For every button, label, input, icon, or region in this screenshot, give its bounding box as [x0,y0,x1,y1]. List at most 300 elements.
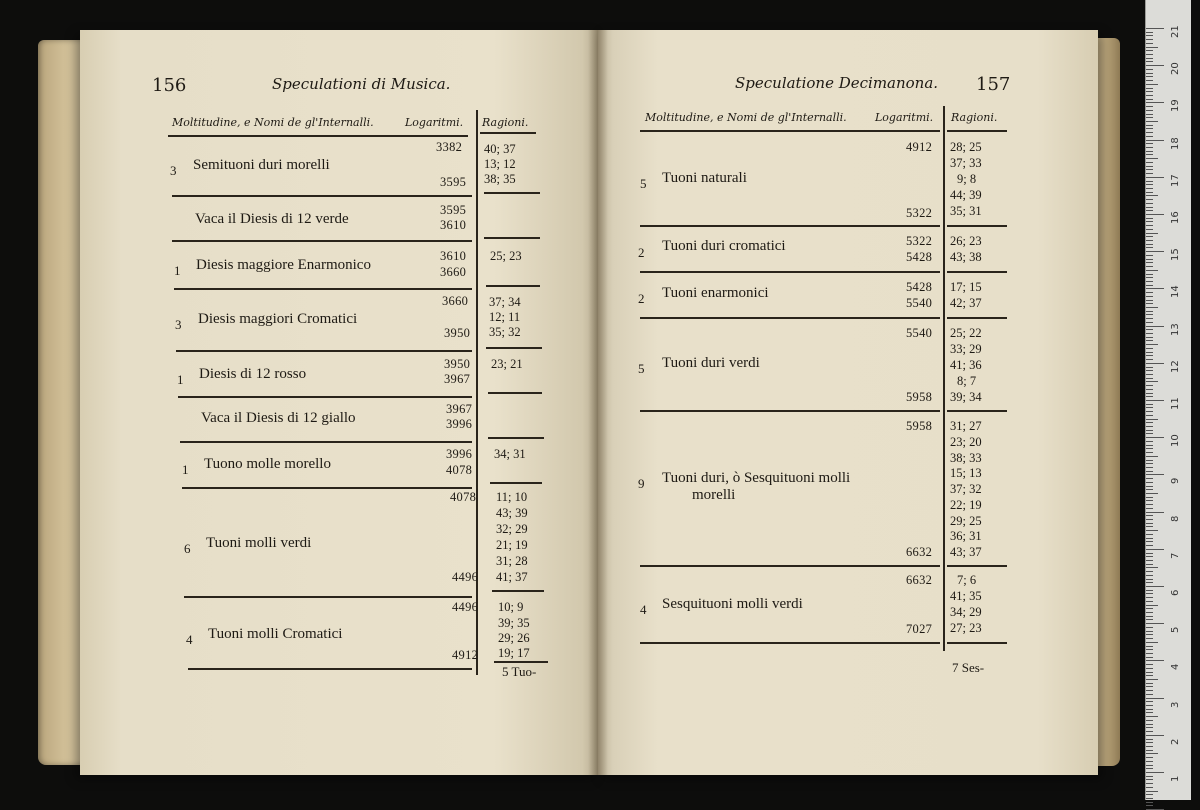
entry-log-start: 4496 [452,600,479,614]
ruler-label: 11 [1170,397,1181,410]
ruler-tick [1146,564,1153,565]
entry-ratio: 43; 37 [950,545,982,559]
left-col-log: Logaritmi. [405,116,464,129]
entry-log-end: 4496 [452,570,479,584]
ruler-tick [1146,229,1153,230]
ruler-label: 7 [1170,552,1181,559]
entry-rule [172,240,472,242]
ruler-tick [1146,385,1153,386]
ruler-tick [1146,147,1153,148]
entry-count: 1 [174,263,181,278]
ruler-tick [1146,99,1153,100]
ruler-tick [1146,460,1153,461]
entry-count: 4 [640,602,647,617]
entry-label: Tuoni duri cromatici [662,238,786,254]
ruler-tick [1146,541,1153,542]
ruler-tick [1146,307,1158,308]
entry-log-start: 5958 [906,419,933,433]
ruler-tick [1146,292,1153,293]
ruler-tick [1146,486,1153,487]
entry-rule [640,410,940,412]
entry-log-start: 4078 [450,490,477,504]
entry-ratio: 38; 33 [950,451,982,465]
ruler-tick [1146,750,1153,751]
ruler-tick [1146,545,1153,546]
ruler-tick [1146,393,1153,394]
ruler-tick [1146,65,1164,66]
entry-label-continuation: morelli [692,487,736,503]
entry-label: Tuoni molli verdi [206,535,312,551]
ruler-tick [1146,657,1153,658]
ruler-tick [1146,76,1153,77]
entry-log-start: 5540 [906,326,933,340]
ruler-tick [1146,612,1153,613]
ruler-tick [1146,210,1153,211]
entry-ratio: 35; 32 [489,325,521,339]
ruler-tick [1146,303,1153,304]
ruler-tick [1146,709,1153,710]
entry-log-start: 3595 [440,203,467,217]
ruler-tick [1146,140,1164,141]
ruler-tick [1146,582,1153,583]
entry-count: 1 [177,372,184,387]
ruler-tick [1146,467,1153,468]
ruler-tick [1146,162,1153,163]
entry-log-start: 4912 [906,140,933,154]
ruler-label: 12 [1170,360,1181,373]
entry-log-end: 5540 [906,296,933,310]
ruler-tick [1146,407,1153,408]
ruler-tick [1146,43,1153,44]
ruler-tick [1146,35,1153,36]
entry-log-end: 3950 [444,326,471,340]
ruler-tick [1146,686,1153,687]
entry-ratio: 29; 26 [498,631,530,645]
ruler-tick [1146,95,1153,96]
entry-log-start: 5322 [906,234,933,248]
entry-ratio-rule [488,437,544,439]
ruler-tick [1146,54,1153,55]
ruler-tick [1146,221,1153,222]
ruler-tick [1146,805,1153,806]
ruler-label: 20 [1170,62,1181,76]
ruler-tick [1146,352,1153,353]
entry-ratio: 42; 37 [950,296,982,310]
entry-label: Vaca il Diesis di 12 verde [195,211,349,227]
ruler-label: 13 [1170,322,1181,336]
ruler-tick [1146,515,1153,516]
right-head-rule [640,130,940,132]
entry-ratio: 35; 31 [950,204,982,218]
ruler-tick [1146,497,1153,498]
ruler-tick [1146,500,1153,501]
ruler-tick [1146,567,1158,568]
entry-log-end: 7027 [906,622,933,636]
ruler-tick [1146,761,1153,762]
entry-ratio: 27; 23 [950,621,982,635]
ruler-tick [1146,415,1153,416]
ruler-tick [1146,233,1158,234]
ruler-tick [1146,433,1153,434]
ruler-tick [1146,526,1153,527]
entry-ratio-rule [490,482,542,484]
entry-ratio: 28; 25 [950,140,982,154]
entry-log-end: 3967 [444,372,471,386]
ruler-tick [1146,214,1164,215]
ruler-tick [1146,344,1158,345]
ruler-label: 18 [1170,136,1181,150]
ruler-tick [1146,456,1158,457]
ruler-tick [1146,631,1153,632]
ruler-tick [1146,404,1153,405]
ruler-tick [1146,739,1153,740]
ruler-tick [1146,240,1153,241]
ruler-label: 8 [1170,515,1181,522]
ruler-tick [1146,571,1153,572]
entry-count: 3 [170,163,177,178]
entry-ratio: 10; 9 [498,600,524,614]
ruler-tick [1146,716,1158,717]
entry-label: Tuono molle morello [204,456,331,472]
ruler-tick [1146,579,1153,580]
entry-rule [188,668,472,670]
ruler-tick [1146,318,1153,319]
ruler-tick [1146,474,1164,475]
ruler-tick [1146,597,1153,598]
entry-ratio: 39; 35 [498,616,530,630]
left-column-divider [476,110,478,675]
ruler-tick [1146,419,1158,420]
ruler-tick [1146,489,1153,490]
ruler-tick [1146,776,1153,777]
ruler-tick [1146,102,1164,103]
entry-log-end: 5958 [906,390,933,404]
ruler-tick [1146,288,1164,289]
left-head-rule [168,135,468,137]
ruler-tick [1146,151,1153,152]
ruler-tick [1146,575,1153,576]
ruler-tick [1146,452,1153,453]
entry-log-end: 3610 [440,218,467,232]
ruler-tick [1146,374,1153,375]
ruler-label: 17 [1170,174,1181,187]
ruler-tick [1146,601,1153,602]
ruler-tick [1146,314,1153,315]
ruler-tick [1146,701,1153,702]
ruler-tick [1146,798,1153,799]
ruler-label: 6 [1170,589,1181,596]
entry-log-end: 6632 [906,545,933,559]
ruler-label: 3 [1170,701,1181,708]
ruler-tick [1146,742,1153,743]
entry-ratio: 12; 11 [489,310,521,324]
entry-label: Diesis di 12 rosso [199,366,307,382]
ruler-tick [1146,311,1153,312]
ruler-label: 2 [1170,738,1181,745]
entry-ratio-rule [947,642,1007,644]
ruler-tick [1146,794,1153,795]
entry-label: Tuoni duri verdi [662,355,760,371]
entry-log-end: 5428 [906,250,933,264]
entry-ratio-rule [492,590,544,592]
entry-rule [640,225,940,227]
entry-log-end: 5322 [906,206,933,220]
entry-rule [640,642,940,644]
entry-rule [640,565,940,567]
ruler-tick [1146,508,1153,509]
ruler-tick [1146,73,1153,74]
entry-ratio: 26; 23 [950,234,982,248]
ruler-label: 4 [1170,664,1181,671]
ruler-tick [1146,58,1153,59]
ruler-tick [1146,731,1153,732]
ruler-tick [1146,337,1153,338]
entry-count: 9 [638,476,645,491]
ruler-tick [1146,236,1153,237]
ruler-tick [1146,322,1153,323]
ruler-label: 16 [1170,211,1181,224]
ruler-tick [1146,504,1153,505]
entry-rule [174,288,472,290]
ruler-tick [1146,270,1158,271]
ruler-tick [1146,556,1153,557]
ruler-tick [1146,523,1153,524]
entry-ratio: 40; 37 [484,142,516,156]
ruler-tick [1146,121,1158,122]
ruler-tick [1146,694,1153,695]
ruler-tick [1146,244,1153,245]
right-ratio-head-rule [947,130,1007,132]
ruler-tick [1146,634,1153,635]
entry-ratio-rule [484,237,540,239]
ruler-tick [1146,225,1153,226]
entry-count: 4 [186,632,193,647]
ruler-tick [1146,727,1153,728]
entry-ratio: 25; 23 [490,249,522,263]
ruler-tick [1146,683,1153,684]
entry-ratio-rule [947,225,1007,227]
ruler-tick [1146,285,1153,286]
ruler-tick [1146,203,1153,204]
ruler-tick [1146,259,1153,260]
entry-ratio: 32; 29 [496,522,528,536]
entry-ratio: 23; 20 [950,435,982,449]
ruler-tick [1146,519,1153,520]
ruler-tick [1146,192,1153,193]
ruler-tick [1146,381,1158,382]
ruler-tick [1146,675,1153,676]
entry-count: 1 [182,462,189,477]
ruler-tick [1146,359,1153,360]
entry-ratio-rule [486,285,540,287]
ruler-label: 19 [1170,99,1181,113]
ruler-tick [1146,530,1158,531]
entry-log-end: 3996 [446,417,473,431]
ruler-tick [1146,110,1153,111]
left-catchword: 5 Tuo- [502,664,537,679]
entry-label: Tuoni molli Cromatici [208,626,343,642]
ruler-tick [1146,266,1153,267]
ruler-tick [1146,296,1153,297]
entry-log-start: 3996 [446,447,473,461]
entry-ratio: 29; 25 [950,514,982,528]
ruler-tick [1146,47,1158,48]
ruler-tick [1146,195,1158,196]
entry-ratio: 15; 13 [950,466,982,480]
ruler-tick [1146,642,1158,643]
ruler-tick [1146,765,1153,766]
ruler-tick [1146,586,1164,587]
entry-ratio: 41; 36 [950,358,982,372]
entry-ratio: 22; 19 [950,498,982,512]
ruler-tick [1146,471,1153,472]
ruler-tick [1146,802,1153,803]
ruler-tick [1146,445,1153,446]
ruler-label: 21 [1170,25,1181,38]
ruler-tick [1146,400,1164,401]
ruler-tick [1146,277,1153,278]
ruler-tick [1146,593,1153,594]
ruler-tick [1146,199,1153,200]
left-col-ratio: Ragioni. [482,116,529,129]
entry-ratio: 31; 28 [496,554,528,568]
ruler-tick [1146,188,1153,189]
entry-log-start: 3967 [446,402,473,416]
right-page-number: 157 [976,74,1011,95]
entry-ratio: 9; 8 [957,172,977,186]
entry-count: 5 [640,176,647,191]
ruler-tick [1146,274,1153,275]
ruler-tick [1146,207,1153,208]
entry-rule [182,487,472,489]
ruler-tick [1146,143,1153,144]
right-col-heading: Moltitudine, e Nomi de gl'Internalli. [645,111,847,124]
ruler-tick [1146,184,1153,185]
entry-count: 2 [638,291,645,306]
ruler-tick [1146,690,1153,691]
ruler-tick [1146,660,1164,661]
entry-ratio: 23; 21 [491,357,523,371]
ruler-tick [1146,720,1153,721]
ruler-tick [1146,672,1153,673]
ruler-tick [1146,32,1153,33]
ruler-tick [1146,389,1153,390]
entry-ratio: 43; 39 [496,506,528,520]
ruler-tick [1146,482,1153,483]
ruler-tick [1146,300,1153,301]
ruler-tick [1146,712,1153,713]
entry-log-start: 3950 [444,357,471,371]
ruler-tick [1146,158,1158,159]
left-page-number: 156 [152,75,187,96]
ruler-tick [1146,173,1153,174]
entry-ratio: 19; 17 [498,646,530,660]
entry-ratio: 31; 27 [950,419,982,433]
ruler-tick [1146,88,1153,89]
entry-count: 5 [638,361,645,376]
entry-ratio-rule [494,661,548,663]
entry-rule [640,271,940,273]
ruler-tick [1146,251,1164,252]
entry-ratio: 38; 35 [484,172,516,186]
ruler-tick [1146,605,1158,606]
ruler-label: 9 [1170,478,1181,485]
entry-ratio: 37; 32 [950,482,982,496]
ruler-tick [1146,735,1164,736]
entry-log-end: 3660 [440,265,467,279]
ruler-tick [1146,772,1164,773]
entry-log-start: 3382 [436,140,463,154]
ruler-tick [1146,512,1164,513]
entry-label: Tuoni duri, ò Sesquituoni molli [662,470,851,486]
ruler-tick [1146,560,1153,561]
entry-ratio: 36; 31 [950,529,982,543]
entry-ratio: 13; 12 [484,157,516,171]
left-running-head: Speculationi di Musica. [272,75,451,93]
ruler-tick [1146,646,1153,647]
ruler-tick [1146,553,1153,554]
ruler-tick [1146,166,1153,167]
entry-log-start: 6632 [906,573,933,587]
entry-log-start: 3610 [440,249,467,263]
ruler-tick [1146,623,1164,624]
ruler-tick [1146,117,1153,118]
entry-ratio-rule [947,317,1007,319]
ruler-tick [1146,61,1153,62]
entry-label: Vaca il Diesis di 12 giallo [201,410,356,426]
entry-label: Sesquituoni molli verdi [662,596,803,612]
left-col-heading: Moltitudine, e Nomi de gl'Internalli. [172,116,374,129]
book-gutter [588,30,608,775]
entry-log-end: 3595 [440,175,467,189]
ruler-tick [1146,128,1153,129]
entry-ratio-rule [947,410,1007,412]
entry-rule [180,441,472,443]
ruler-tick [1146,39,1153,40]
entry-count: 6 [184,541,191,556]
ruler-tick [1146,422,1153,423]
ruler-tick [1146,668,1153,669]
ruler-tick [1146,448,1153,449]
right-page [598,30,1098,775]
entry-rule [184,596,472,598]
ruler-tick [1146,378,1153,379]
ruler-tick [1146,91,1153,92]
entry-ratio: 37; 33 [950,156,982,170]
ruler-tick [1146,255,1153,256]
entry-ratio: 39; 34 [950,390,982,404]
ruler-tick [1146,132,1153,133]
ruler-tick [1146,326,1164,327]
ruler-tick [1146,355,1153,356]
ruler-tick [1146,262,1153,263]
ruler-tick [1146,281,1153,282]
entry-ratio: 25; 22 [950,326,982,340]
ruler-tick [1146,538,1153,539]
ruler-tick [1146,247,1153,248]
ruler-tick [1146,627,1153,628]
ruler-tick [1146,136,1153,137]
entry-ratio: 11; 10 [496,490,528,504]
ruler-label: 15 [1170,248,1181,262]
entry-label: Tuoni naturali [662,170,747,186]
ruler-tick [1146,370,1153,371]
entry-rule [172,195,472,197]
ruler-tick [1146,367,1153,368]
ruler-tick [1146,619,1153,620]
entry-ratio-rule [488,392,542,394]
ruler-tick [1146,69,1153,70]
